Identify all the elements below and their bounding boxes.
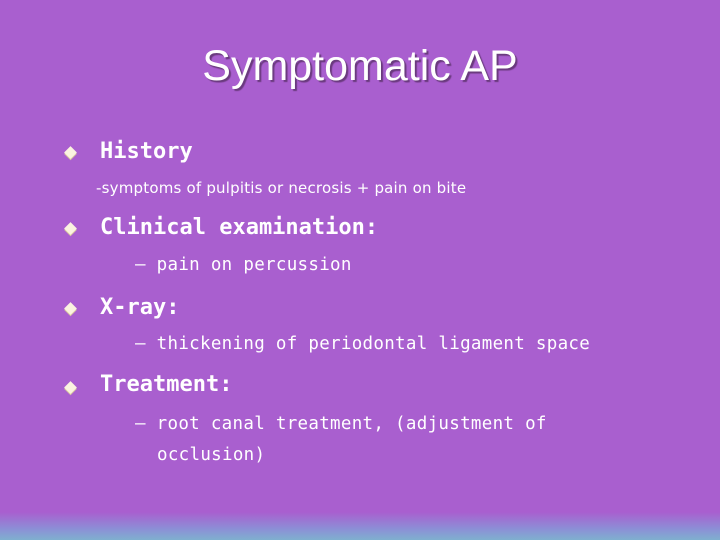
bullet-text-treatment-line-1: – root canal treatment, (adjustment of	[135, 414, 547, 434]
bottom-gradient-band	[0, 512, 720, 540]
bullet-heading-x-ray: X-ray:	[100, 295, 180, 320]
bullet-text-clinical-examination: – pain on percussion	[135, 255, 352, 275]
bullet-text-history: -symptoms of pulpitis or necrosis + pain on bite	[96, 179, 467, 197]
bullet-text-x-ray: – thickening of periodontal ligament space	[135, 334, 591, 354]
bullet-text-treatment-line-2: occlusion)	[157, 445, 266, 465]
diamond-bullet-icon	[64, 222, 77, 235]
diamond-bullet-icon	[64, 302, 77, 315]
bullet-heading-clinical-examination: Clinical examination:	[100, 215, 379, 240]
bullet-heading-treatment: Treatment:	[100, 372, 233, 397]
diamond-bullet-icon	[64, 146, 77, 159]
bullet-heading-history: History	[100, 139, 193, 164]
slide-title: Symptomatic AP	[202, 42, 518, 90]
diamond-bullet-icon	[64, 381, 77, 394]
